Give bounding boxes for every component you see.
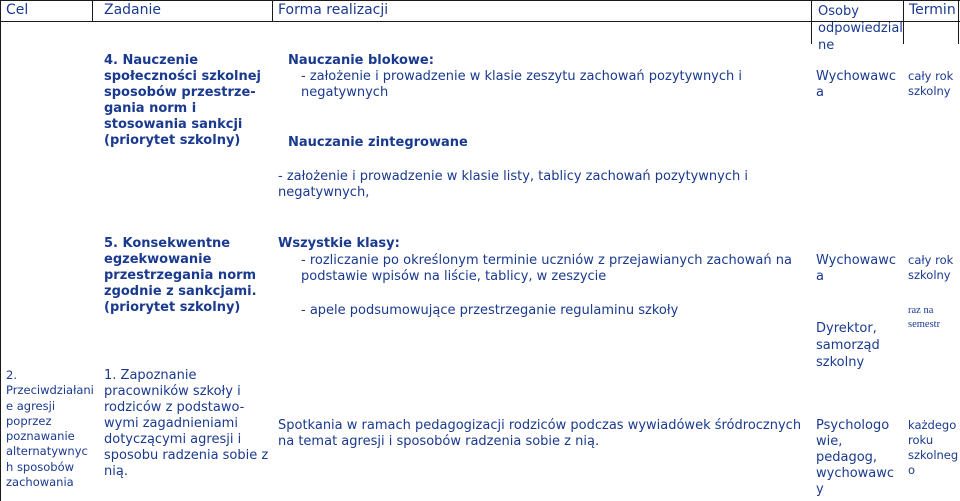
header-bottom-border: [0, 21, 960, 22]
row3-osoby: Psychologo wie, pedagog, wychowawc y: [816, 418, 895, 497]
header-zadanie: Zadanie: [104, 2, 162, 18]
row1-forma-heading-zintegrowane: Nauczanie zintegrowane: [288, 135, 468, 150]
row2-termin-caly-rok: cały rok szkolny: [908, 253, 954, 282]
header-cel: Cel: [6, 2, 29, 18]
row1-termin: cały rok szkolny: [908, 69, 954, 98]
header-osoby-odpowiedzialne: Osoby odpowiedzial ne: [818, 4, 903, 53]
row2-zadanie: 5. Konsekwentne egzekwowanie przestrzegania norm zgodnie z sankcjami. (priorytet szkolny): [104, 236, 257, 315]
col-divider-termin: [903, 0, 904, 44]
header-termin: Termin: [909, 2, 956, 18]
row1-forma-heading-blokowe: Nauczanie blokowe:: [288, 53, 434, 68]
row3-cel: 2. Przeciwdziałani e agresji poprzez poznawanie alternatywnyc h sposobów zachowania: [6, 368, 94, 490]
row2-forma-item-rozliczanie: - rozliczanie po określonym terminie uczniów z przejawianych zachowań na podstawie wpisów na liście, tablicy, w zeszycie: [301, 253, 792, 284]
row1-zadanie: 4. Nauczenie społeczności szkolnej sposobów przestrze- gania norm i stosowania sankcji (priorytet szkolny): [104, 53, 262, 148]
row1-forma-item-lista: - założenie i prowadzenie w klasie listy, tablicy zachowań pozytywnych i negatywnych,: [278, 169, 748, 200]
row2-forma-item-apele: - apele podsumowujące przestrzeganie regulaminu szkoły: [301, 303, 679, 318]
table-right-border: [958, 0, 959, 44]
col-divider-cel: [92, 0, 93, 21]
row1-osoby: Wychowawc a: [816, 69, 897, 100]
row3-termin: każdego roku szkolneg o: [908, 418, 959, 477]
row2-forma-heading: Wszystkie klasy:: [278, 236, 400, 251]
col-divider-osoby: [811, 0, 812, 44]
row2-osoby-dyrektor: Dyrektor, samorząd szkolny: [816, 321, 880, 370]
row2-termin-raz-na-semestr: raz na semestr: [908, 305, 941, 330]
row2-osoby-wychowawca: Wychowawc a: [816, 253, 897, 284]
row3-forma: Spotkania w ramach pedagogizacji rodziców podczas wywiadówek śródrocznych na temat agresji i sposobów radzenia sobie z nią.: [278, 418, 802, 449]
header-forma-realizacji: Forma realizacji: [278, 2, 389, 18]
row1-forma-item-zeszyt: - założenie i prowadzenie w klasie zeszytu zachowań pozytywnych i negatywnych: [301, 69, 743, 100]
col-divider-forma: [272, 0, 273, 21]
table-left-border: [0, 0, 1, 501]
row3-zadanie: 1. Zapoznanie pracowników szkoły i rodziców z podstawo- wymi zagadnieniami dotyczącymi agresji i sposobu radzenia sobie z nią.: [104, 368, 269, 479]
